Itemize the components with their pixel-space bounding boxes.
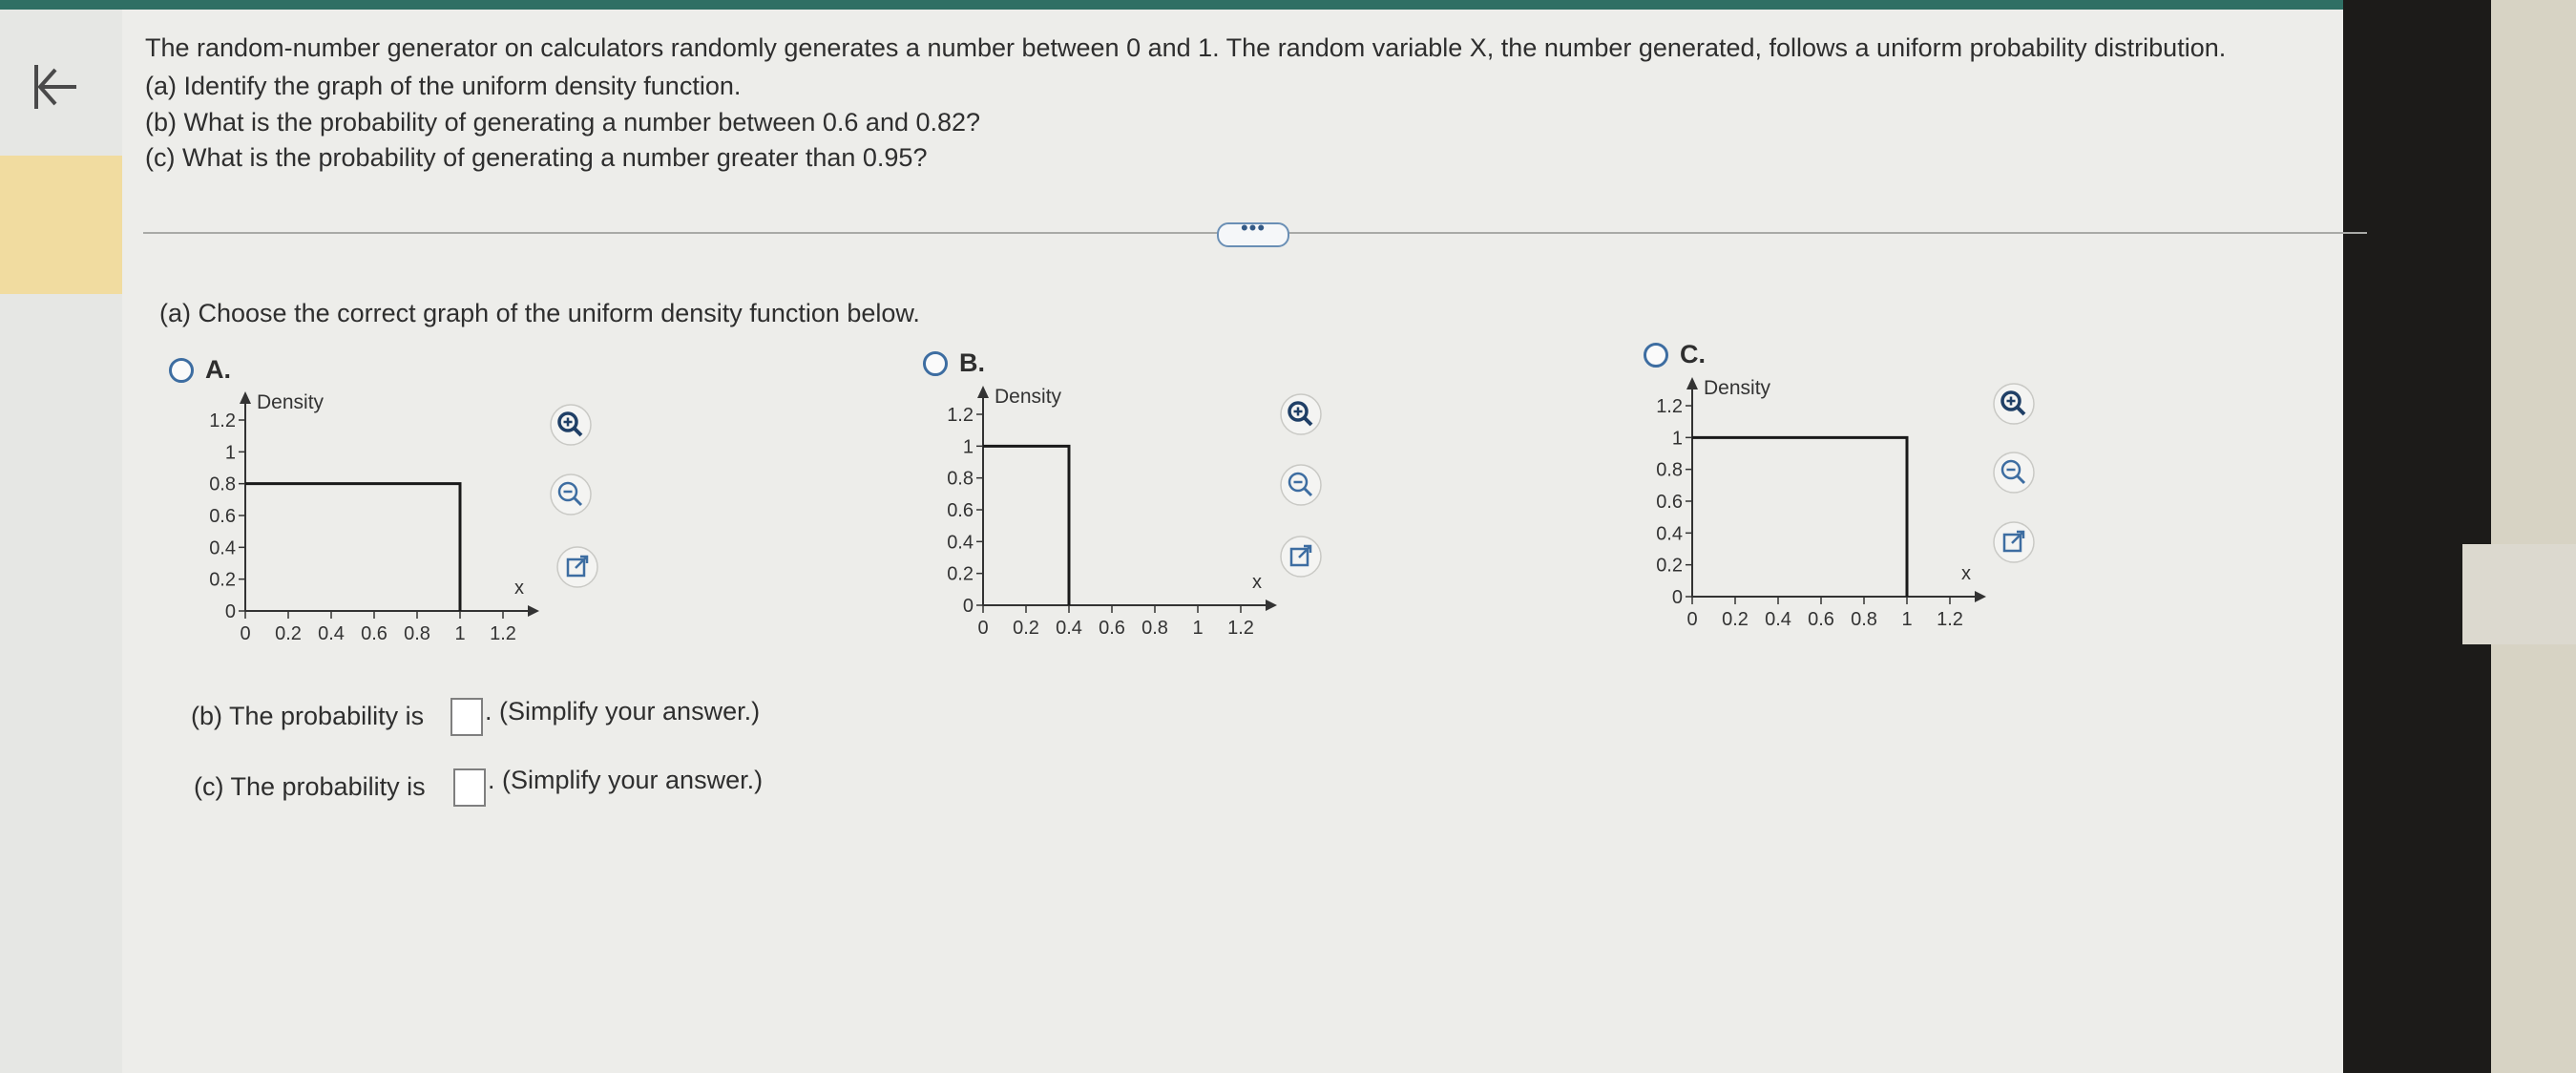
option-c-radio[interactable] [1644, 343, 1668, 368]
y-tick-label: 0.4 [209, 537, 236, 559]
x-axis-label: x [514, 578, 524, 599]
chart-option-c [1621, 377, 2012, 635]
density-line [983, 446, 1069, 605]
x-tick-label: 0.4 [318, 623, 345, 644]
y-tick-label: 1.2 [947, 405, 974, 426]
y-axis-arrow [977, 386, 989, 398]
x-tick-label: 1.2 [490, 623, 516, 644]
option-b-label[interactable]: B. [959, 348, 985, 377]
x-tick-label: 0 [1686, 609, 1698, 630]
option-a-radio[interactable] [169, 358, 194, 383]
y-tick-label: 0.2 [209, 569, 236, 591]
x-tick-label: 0.4 [1056, 618, 1082, 639]
question-part-b: (b) What is the probability of generating a number between 0.6 and 0.82? [145, 108, 981, 137]
x-tick-label: 0.2 [275, 623, 302, 644]
y-tick-label: 1.2 [209, 410, 236, 431]
y-tick-label: 0.8 [947, 468, 974, 490]
y-axis-label: Density [1704, 377, 1771, 399]
y-tick-label: 0 [962, 596, 974, 617]
x-tick-label: 1.2 [1227, 618, 1254, 639]
x-tick-label: 0.6 [1099, 618, 1125, 639]
y-tick-label: 0 [224, 601, 236, 622]
y-tick-label: 1 [962, 436, 974, 458]
more-button[interactable] [1217, 216, 1289, 247]
y-tick-label: 0.8 [1656, 459, 1683, 481]
back-arrow-icon[interactable] [27, 57, 86, 116]
x-tick-label: 0.8 [1851, 609, 1877, 630]
option-c-label[interactable]: C. [1680, 340, 1706, 368]
x-axis-label: x [1961, 563, 1971, 584]
x-tick-label: 0.2 [1722, 609, 1749, 630]
question-part-a: (a) Identify the graph of the uniform density function. [145, 72, 742, 100]
x-tick-label: 0 [977, 618, 989, 639]
chart-option-a [174, 391, 565, 649]
question-intro: The random-number generator on calculators randomly generates a number between 0 and 1. The random variable X, the number generated, follows a uniform probability distribution. [145, 33, 2227, 62]
x-tick-label: 0.6 [1808, 609, 1834, 630]
y-tick-label: 0.8 [209, 473, 236, 495]
y-tick-label: 0.4 [1656, 523, 1683, 545]
x-tick-label: 0 [240, 623, 251, 644]
answer-c-input[interactable] [453, 768, 486, 807]
part-a-prompt: (a) Choose the correct graph of the uniform density function below. [159, 299, 920, 327]
answer-b-prefix: (b) The probability is [191, 702, 425, 730]
x-tick-label: 0.2 [1013, 618, 1039, 639]
x-tick-label: 1 [1192, 618, 1204, 639]
chart-option-b [911, 386, 1303, 643]
zoom-in-icon[interactable] [1279, 392, 1323, 436]
zoom-out-icon[interactable] [549, 473, 593, 516]
y-axis-label: Density [257, 391, 325, 413]
y-axis-label: Density [995, 386, 1062, 408]
x-axis-arrow [528, 605, 539, 617]
x-axis-arrow [1266, 600, 1277, 611]
x-tick-label: 1 [454, 623, 466, 644]
zoom-out-icon[interactable] [1279, 463, 1323, 507]
y-tick-label: 1 [1671, 428, 1683, 450]
open-new-window-icon[interactable] [1992, 520, 2036, 564]
y-axis-arrow [240, 391, 251, 404]
answer-b-suffix: . (Simplify your answer.) [485, 697, 761, 726]
option-a-label[interactable]: A. [205, 355, 231, 384]
y-tick-label: 0.4 [947, 532, 974, 554]
answer-b-input[interactable] [450, 698, 483, 736]
y-tick-label: 0.6 [1656, 492, 1683, 513]
zoom-in-icon[interactable] [1992, 382, 2036, 426]
x-axis-label: x [1252, 572, 1262, 593]
top-strip [0, 0, 2434, 10]
density-line [1692, 437, 1907, 597]
answer-c-prefix: (c) The probability is [194, 772, 426, 801]
open-new-window-icon[interactable] [555, 545, 599, 589]
y-tick-label: 0.2 [1656, 555, 1683, 577]
zoom-in-icon[interactable] [549, 403, 593, 447]
x-tick-label: 0.4 [1765, 609, 1791, 630]
y-tick-label: 0.2 [947, 563, 974, 585]
x-tick-label: 1 [1901, 609, 1913, 630]
bezel-highlight [2462, 544, 2576, 644]
density-line [245, 484, 460, 611]
rail-highlight [0, 156, 122, 294]
y-tick-label: 0 [1671, 587, 1683, 608]
more-button-label: ••• [1240, 216, 1267, 240]
screen-bezel [2491, 0, 2576, 1073]
x-tick-label: 0.6 [361, 623, 387, 644]
y-tick-label: 1 [224, 442, 236, 464]
x-axis-arrow [1975, 591, 1986, 602]
y-tick-label: 0.6 [947, 500, 974, 521]
y-tick-label: 0.6 [209, 506, 236, 527]
x-tick-label: 0.8 [404, 623, 430, 644]
question-part-c: (c) What is the probability of generating a number greater than 0.95? [145, 143, 928, 172]
option-b-radio[interactable] [923, 351, 948, 376]
x-tick-label: 1.2 [1937, 609, 1963, 630]
answer-c-suffix: . (Simplify your answer.) [488, 766, 764, 794]
zoom-out-icon[interactable] [1992, 451, 2036, 494]
open-new-window-icon[interactable] [1279, 535, 1323, 579]
y-axis-arrow [1686, 377, 1698, 389]
x-tick-label: 0.8 [1141, 618, 1168, 639]
y-tick-label: 1.2 [1656, 396, 1683, 417]
